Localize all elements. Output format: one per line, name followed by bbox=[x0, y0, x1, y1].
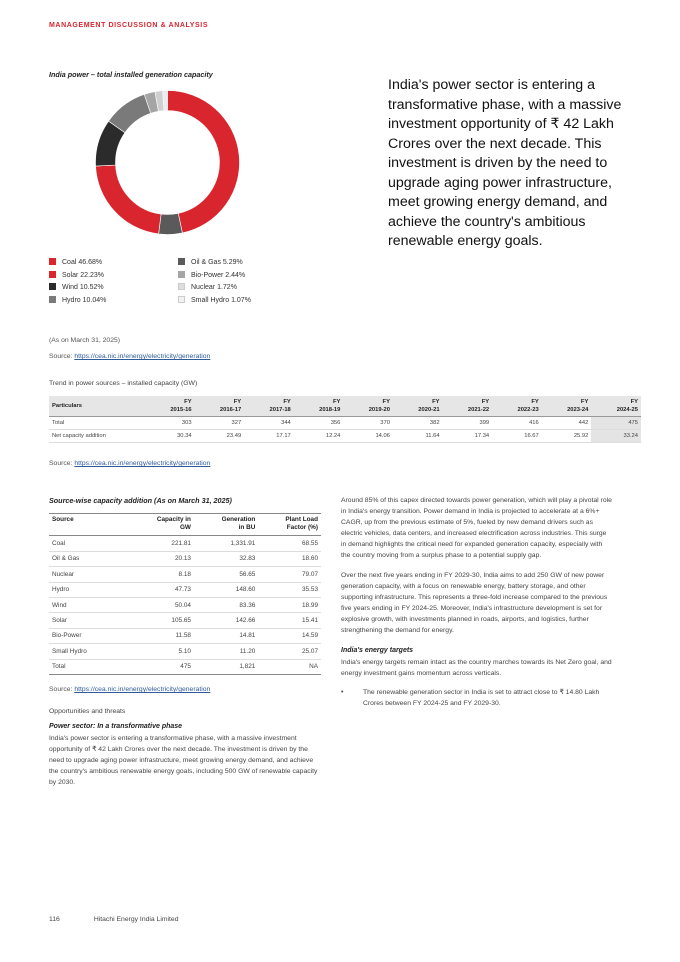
trend-row bbox=[49, 430, 641, 443]
trend-cell: 475 bbox=[591, 417, 641, 430]
source-row bbox=[49, 567, 321, 582]
trend-header-cell: FY 2020-21 bbox=[393, 396, 443, 417]
legend-swatch bbox=[178, 283, 185, 290]
trend-cell: 442 bbox=[542, 417, 592, 430]
legend-swatch bbox=[178, 296, 185, 303]
trend-header-cell: FY 2021-22 bbox=[443, 396, 493, 417]
source-cell: NA bbox=[258, 659, 321, 674]
source-cell: 1,331.91 bbox=[194, 536, 258, 551]
legend-swatch bbox=[49, 296, 56, 303]
trend-cell: 344 bbox=[244, 417, 294, 430]
source-row bbox=[49, 582, 321, 597]
source-header-cell: Plant Load Factor (%) bbox=[258, 514, 321, 536]
source-cell: 32.83 bbox=[194, 551, 258, 566]
source-row bbox=[49, 551, 321, 566]
source-note: Source: https://cea.nic.in/energy/electricity/generation bbox=[49, 460, 211, 467]
donut-segment bbox=[159, 213, 183, 234]
source-cell: 79.07 bbox=[258, 567, 321, 582]
legend-swatch bbox=[49, 271, 56, 278]
source-cell: 20.13 bbox=[129, 551, 194, 566]
left-column bbox=[49, 496, 322, 789]
power-sector-paragraph: India's power sector is entering a transformative phase, with a massive investment opportunity of ₹ 42 Lakh Crores over the next decade. The investment is driven by the need to upgrade aging power infrastructure, meet growing energy demand, and achieve the country's ambitious renewable energy goals, including 500 GW of renewable capacity by 2030. bbox=[49, 735, 318, 787]
trend-cell: 30.34 bbox=[145, 430, 195, 443]
trend-cell: 11.64 bbox=[393, 430, 443, 443]
source-cell: 11.58 bbox=[129, 628, 194, 643]
trend-header-row bbox=[49, 396, 641, 417]
source-cell: 14.81 bbox=[194, 628, 258, 643]
source-cell: Nuclear bbox=[49, 567, 129, 582]
trend-header-cell: FY 2024-25 bbox=[591, 396, 641, 417]
page-number: 116 bbox=[49, 916, 60, 923]
source-cell: 11.20 bbox=[194, 644, 258, 659]
donut-segment bbox=[96, 165, 161, 234]
legend-swatch bbox=[178, 258, 185, 265]
source-cell: 105.65 bbox=[129, 613, 194, 628]
opportunities-heading: Opportunities and threats bbox=[49, 708, 126, 716]
legend-swatch bbox=[178, 271, 185, 278]
source-row bbox=[49, 659, 321, 674]
source-cell: Oil & Gas bbox=[49, 551, 129, 566]
trend-header-cell: Particulars bbox=[49, 396, 145, 417]
source-cell: Bio-Power bbox=[49, 628, 129, 643]
trend-cell: 25.92 bbox=[542, 430, 592, 443]
capacity-donut-chart bbox=[95, 90, 240, 235]
source-link[interactable]: https://cea.nic.in/energy/electricity/generation bbox=[74, 353, 211, 360]
trend-header-cell: FY 2016-17 bbox=[195, 396, 245, 417]
trend-cell: 327 bbox=[195, 417, 245, 430]
source-header-cell: Capacity in GW bbox=[129, 514, 194, 536]
source-cell: Wind bbox=[49, 597, 129, 612]
source-cell: 47.73 bbox=[129, 582, 194, 597]
trend-cell: 23.49 bbox=[195, 430, 245, 443]
source-cell: Small Hydro bbox=[49, 644, 129, 659]
trend-cell: 12.24 bbox=[294, 430, 344, 443]
source-row bbox=[49, 536, 321, 551]
trend-cell: 399 bbox=[443, 417, 493, 430]
trend-header-cell: FY 2019-20 bbox=[343, 396, 393, 417]
page-footer bbox=[49, 916, 178, 923]
right-column bbox=[341, 496, 613, 710]
donut-segment bbox=[168, 91, 240, 233]
source-header-cell: Source bbox=[49, 514, 129, 536]
trend-cell: 370 bbox=[343, 417, 393, 430]
capex-paragraph: Around 85% of this capex directed towards power generation, which will play a pivotal role in India's energy transition. Power demand in India is projected to accelerate at a 6%+ CAGR, up from the previous estimate of 5%, fueled by new demand drivers such as electric vehicles, data centers, and increased electrification across industries. This surge in demand highlights the critical need for expanded generation capacity, especially with the country moving from a surplus phase to a potential supply gap. bbox=[341, 497, 612, 559]
legend-item: Hydro 10.04% bbox=[49, 296, 106, 304]
source-cell: 50.04 bbox=[129, 597, 194, 612]
legend-item: Wind 10.52% bbox=[49, 283, 104, 291]
bullet-icon: • bbox=[341, 688, 344, 696]
source-table-title: Source-wise capacity addition (As on March 31, 2025) bbox=[49, 496, 232, 505]
source-note: Source: https://cea.nic.in/energy/electricity/generation bbox=[49, 353, 211, 360]
trend-header-cell: FY 2023-24 bbox=[542, 396, 592, 417]
source-cell: 221.81 bbox=[129, 536, 194, 551]
list-item: • The renewable generation sector in India is set to attract close to ₹ 14.80 Lakh Crores between FY 2024-25 and FY 2029-30. bbox=[341, 688, 600, 707]
trend-header-cell: FY 2022-23 bbox=[492, 396, 542, 417]
trend-cell: 17.17 bbox=[244, 430, 294, 443]
as-of-note: (As on March 31, 2025) bbox=[49, 337, 121, 344]
source-cell: Solar bbox=[49, 613, 129, 628]
source-row bbox=[49, 628, 321, 643]
source-row bbox=[49, 644, 321, 659]
source-cell: 14.59 bbox=[258, 628, 321, 643]
trend-cell: 356 bbox=[294, 417, 344, 430]
trend-cell: 33.24 bbox=[591, 430, 641, 443]
source-cell: 1,821 bbox=[194, 659, 258, 674]
trend-header-cell: FY 2017-18 bbox=[244, 396, 294, 417]
source-cell: 15.41 bbox=[258, 613, 321, 628]
trend-table bbox=[49, 396, 641, 443]
trend-cell: 382 bbox=[393, 417, 443, 430]
source-cell: 148.60 bbox=[194, 582, 258, 597]
trend-cell: 16.67 bbox=[492, 430, 542, 443]
source-cell: 83.36 bbox=[194, 597, 258, 612]
source-cell: 35.53 bbox=[258, 582, 321, 597]
trend-header-cell: FY 2015-16 bbox=[145, 396, 195, 417]
legend-item: Solar 22.23% bbox=[49, 271, 104, 279]
section-header: MANAGEMENT DISCUSSION & ANALYSIS bbox=[49, 22, 209, 29]
power-sector-subheading: Power sector: In a transformative phase bbox=[49, 723, 183, 731]
source-cell: 5.10 bbox=[129, 644, 194, 659]
source-cell: 475 bbox=[129, 659, 194, 674]
source-row bbox=[49, 597, 321, 612]
legend-item: Nuclear 1.72% bbox=[178, 283, 237, 291]
company-name: Hitachi Energy India Limited bbox=[93, 916, 179, 923]
source-cell: 142.66 bbox=[194, 613, 258, 628]
trend-cell: Total bbox=[49, 417, 145, 430]
source-cell: 68.55 bbox=[258, 536, 321, 551]
legend-item: Small Hydro 1.07% bbox=[178, 296, 251, 304]
source-cell: Coal bbox=[49, 536, 129, 551]
trend-header-cell: FY 2018-19 bbox=[294, 396, 344, 417]
trend-row bbox=[49, 417, 641, 430]
source-cell: 18.99 bbox=[258, 597, 321, 612]
source-note: Source: https://cea.nic.in/energy/electricity/generation bbox=[49, 685, 211, 693]
legend-swatch bbox=[49, 283, 56, 290]
legend-item: Bio-Power 2.44% bbox=[178, 271, 245, 279]
source-cell: 25.07 bbox=[258, 644, 321, 659]
source-cell: 8.18 bbox=[129, 567, 194, 582]
source-cell: 56.65 bbox=[194, 567, 258, 582]
source-cell: Hydro bbox=[49, 582, 129, 597]
donut-chart-title: India power – total installed generation capacity bbox=[49, 70, 213, 79]
source-cell: Total bbox=[49, 659, 129, 674]
source-link[interactable]: https://cea.nic.in/energy/electricity/generation bbox=[74, 460, 211, 467]
trend-cell: 416 bbox=[492, 417, 542, 430]
source-header-row bbox=[49, 514, 321, 536]
source-row bbox=[49, 613, 321, 628]
source-link[interactable]: https://cea.nic.in/energy/electricity/generation bbox=[74, 685, 211, 693]
energy-targets-paragraph: India's energy targets remain intact as the country marches towards its Net Zero goal, and energy investment gains momentum across verticals. bbox=[341, 658, 612, 677]
trend-cell: Net capacity addition bbox=[49, 430, 145, 443]
legend-item: Coal 46.68% bbox=[49, 258, 102, 266]
pull-quote: India's power sector is entering a transformative phase, with a massive investment opportunity of ₹ 42 Lakh Crores over the next decade. This investment is driven by the need to upgrade aging power infrastructure, meet growing energy demand, and achieve the country's ambitious renewable energy goals. bbox=[388, 77, 622, 249]
source-header-cell: Generation in BU bbox=[194, 514, 258, 536]
trend-cell: 17.34 bbox=[443, 430, 493, 443]
trend-cell: 303 bbox=[145, 417, 195, 430]
five-year-paragraph: Over the next five years ending in FY 2029-30, India aims to add 250 GW of new power generation capacity, with a focus on renewable energy, battery storage, and other supporting infrastructure. This represents a three-fold increase compared to the previous five years ending in FY 2024-25. Moreover, India's infrastructure development is set for explosive growth, with investments planned in roads, airports, and logistics, further strengthening the demand for energy. bbox=[341, 572, 608, 634]
source-cell: 18.60 bbox=[258, 551, 321, 566]
legend-swatch bbox=[49, 258, 56, 265]
energy-targets-heading: India's energy targets bbox=[341, 646, 414, 654]
trend-cell: 14.06 bbox=[343, 430, 393, 443]
trend-table-title: Trend in power sources – installed capacity (GW) bbox=[49, 380, 198, 387]
source-wise-table bbox=[49, 513, 321, 675]
legend-item: Oil & Gas 5.29% bbox=[178, 258, 243, 266]
